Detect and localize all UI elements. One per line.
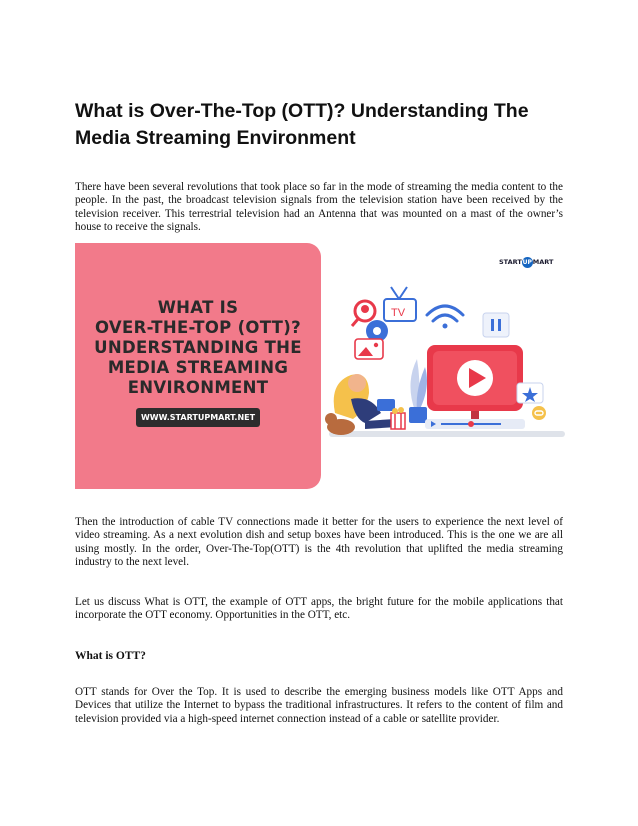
- streaming-illustration: [321, 263, 565, 489]
- discussion-paragraph: Let us discuss What is OTT, the example of OTT apps, the bright future for the mobile applications that incorporate the OTT economy. Opportunities in the OTT, etc.: [75, 596, 563, 622]
- tv-icon: [384, 287, 416, 321]
- video-player-icon: [427, 345, 523, 411]
- intro-paragraph: There have been several revolutions that took place so far in the mode of streaming the media content to the people. In the past, the broadcast television signals from the television station have been received by the television receiver. This terrestrial television had an Antenna that was mounted on a mast of the owner’s house to receive the signals.: [75, 181, 563, 234]
- floor-line: [329, 431, 565, 437]
- banner-title-line: MEDIA STREAMING: [107, 358, 289, 377]
- banner-title-line: OVER-THE-TOP (OTT)?: [95, 318, 301, 337]
- banner-image: [75, 243, 565, 489]
- logo-up: UP: [522, 259, 532, 266]
- link-icon: [532, 406, 546, 420]
- popcorn-icon: [391, 407, 405, 429]
- banner-pink-panel: [75, 243, 321, 489]
- wifi-icon: [427, 306, 463, 329]
- banner-title-line: ENVIRONMENT: [127, 378, 269, 397]
- image-card-icon: [355, 339, 383, 359]
- star-card-icon: [517, 383, 543, 403]
- player-controls: [425, 419, 525, 429]
- logo-mart: MART: [532, 258, 554, 266]
- plant-icon: [409, 359, 427, 423]
- banner-title: [75, 298, 321, 398]
- section-heading: What is OTT?: [75, 650, 146, 662]
- page-title: What is Over-The-Top (OTT)? Understanding The Media Streaming Environment: [75, 100, 529, 149]
- website-label: WWW.STARTUPMART.NET: [136, 408, 260, 427]
- cable-paragraph: Then the introduction of cable TV connections made it better for the users to experience the next level of video streaming. As a next evolution dish and setup boxes have been introduced. This is the one we are all using mostly. In the order, Over-The-Top(OTT) is the 4th revolution that uplifted the media streaming industry to the next level.: [75, 516, 563, 569]
- banner-title-line: UNDERSTANDING THE: [94, 338, 302, 357]
- banner-title-line: WHAT IS: [157, 298, 239, 317]
- logo-start: START: [499, 258, 522, 266]
- ott-definition-paragraph: OTT stands for Over the Top. It is used to describe the emerging business models like OTT Apps and Devices that utilize the Internet to bypass the traditional infrastructures. It refers to the content of film and television provided via a high-speed internet connection instead of a cable or satellite provider.: [75, 686, 563, 725]
- tv-label: TV: [391, 307, 406, 319]
- pause-card-icon: [483, 313, 509, 337]
